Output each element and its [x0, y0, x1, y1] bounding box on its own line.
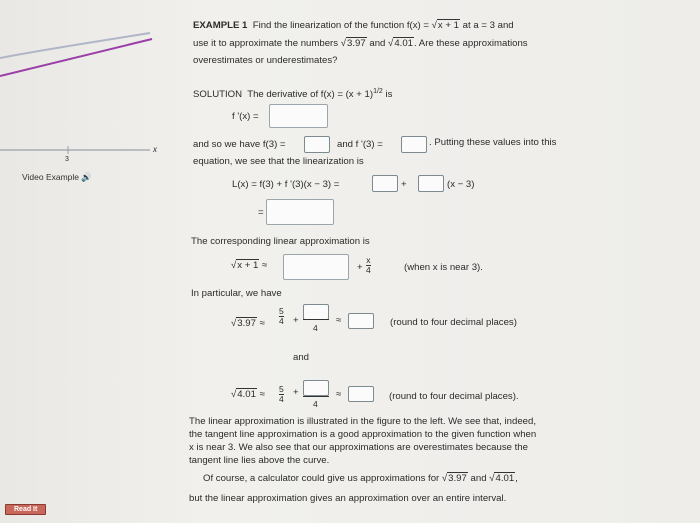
- numerator: 5: [279, 384, 284, 394]
- approx-sign: ≈: [259, 318, 265, 329]
- radicand: 3.97: [237, 318, 256, 329]
- conclusion-line-4: tangent line lies above the curve.: [189, 455, 330, 466]
- denominator: 4: [313, 323, 318, 333]
- example-line-3: overestimates or underestimates?: [193, 55, 338, 66]
- L-constant-input[interactable]: [372, 175, 398, 192]
- L-equation: L(x) = f(3) + f '(3)(x − 3) =: [232, 179, 340, 190]
- num-397: 3.97: [347, 38, 366, 49]
- corresponding-text: The corresponding linear approximation is: [191, 236, 370, 247]
- read-it-button[interactable]: Read It: [5, 504, 46, 515]
- denominator: 4: [279, 316, 284, 326]
- conclusion-line-1: The linear approximation is illustrated in the figure to the left. We see that, indeed,: [189, 416, 536, 427]
- fprime-label: f '(x) =: [232, 111, 259, 122]
- five-fourths: [279, 385, 284, 404]
- numerator-input-2[interactable]: [303, 380, 329, 396]
- radicand: 4.01: [237, 389, 256, 400]
- graph-axis-label: x: [153, 145, 157, 154]
- radicand: x + 1: [237, 260, 259, 271]
- radicand: x + 1: [437, 20, 459, 31]
- fraction-bar: [303, 396, 329, 397]
- solution-line: [193, 85, 392, 101]
- round-note: (round to four decimal places).: [389, 391, 519, 402]
- prompt-text: use it to approximate the numbers: [193, 38, 339, 49]
- L-slope-input[interactable]: [418, 175, 444, 192]
- five-fourths: [279, 307, 284, 326]
- and-word: and: [470, 473, 487, 484]
- when-note: (when x is near 3).: [404, 262, 483, 273]
- graph-tick-label: 3: [65, 156, 69, 163]
- conclusion-line-3: x is near 3. We also see that our approximations are overestimates because the: [189, 442, 528, 453]
- f3-input[interactable]: [304, 136, 330, 153]
- plus-sign: +: [293, 315, 299, 326]
- fp3-input[interactable]: [401, 136, 427, 153]
- plus-sign: +: [293, 387, 299, 398]
- sqrt-401: √4.01 ≈: [231, 389, 265, 400]
- video-example-link[interactable]: [22, 171, 92, 184]
- solution-label: SOLUTION: [193, 89, 243, 101]
- sqrt-397: √3.97 ≈: [231, 318, 265, 329]
- radicand: 4.01: [495, 473, 515, 484]
- numerator: 5: [279, 306, 284, 316]
- example-line-1: EXAMPLE 1 Find the linearization of the function f(x) = √x + 1 at a = 3 and: [193, 20, 514, 31]
- conclusion-line-6: but the linear approximation gives an approximation over an entire interval.: [189, 493, 507, 504]
- in-particular-text: In particular, we have: [191, 288, 282, 299]
- round-note: (round to four decimal places): [390, 317, 517, 328]
- equals-sign: =: [258, 207, 264, 218]
- tangent-line-graph: [0, 0, 170, 200]
- plus-sign: +: [401, 179, 407, 190]
- plus-sign: +: [357, 262, 363, 273]
- conclusion-line-5: Of course, a calculator could give us approximations for √3.97 and √4.01,: [203, 473, 518, 484]
- is-word: is: [385, 89, 393, 101]
- prompt-text: Find the linearization of the function f(x) =: [252, 20, 429, 31]
- derivative-text: The derivative of f(x) = (x + 1): [247, 89, 374, 101]
- approx-sign: ≈: [259, 389, 265, 400]
- equation-text: equation, we see that the linearization is: [193, 156, 364, 167]
- prompt-text: at a = 3 and: [462, 20, 514, 31]
- approx-sign: ≈: [336, 315, 342, 326]
- denominator: 4: [279, 394, 284, 404]
- numerator-input-1[interactable]: [303, 304, 329, 320]
- sqrt-x-plus-1: √x + 1 ≈: [231, 260, 268, 271]
- numerator: x: [366, 255, 371, 265]
- result-input-2[interactable]: [348, 386, 374, 402]
- exponent: 1/2: [373, 88, 383, 95]
- radicand: 3.97: [448, 473, 467, 484]
- conclusion-text: Of course, a calculator could give us approximations for: [203, 473, 440, 484]
- conclusion-line-2: the tangent line approximation is a good approximation to the given function when: [189, 429, 537, 440]
- speaker-icon: 🔊: [81, 172, 92, 182]
- approx-constant-input[interactable]: [283, 254, 349, 280]
- so-we-have-text: and so we have f(3) =: [193, 139, 286, 150]
- approx-sign: ≈: [262, 260, 268, 271]
- video-example-label: Video Example: [22, 172, 80, 182]
- putting-text: . Putting these values into this: [429, 137, 557, 148]
- prompt-text: . Are these approximations: [414, 38, 528, 49]
- fprime-input[interactable]: [269, 104, 328, 128]
- fraction-bar: [303, 319, 329, 320]
- denominator: 4: [366, 265, 371, 275]
- denominator: 4: [313, 399, 318, 409]
- example-line-2: use it to approximate the numbers √3.97 and √4.01. Are these approximations: [193, 38, 528, 49]
- result-input-1[interactable]: [348, 313, 374, 329]
- x-over-4: [366, 256, 371, 275]
- prompt-text: and: [369, 38, 386, 49]
- example-title: EXAMPLE 1: [193, 20, 248, 31]
- num-401: 4.01: [394, 38, 413, 49]
- x-minus-3: (x − 3): [447, 179, 475, 190]
- fp3-label: and f '(3) =: [337, 139, 383, 150]
- L-simplified-input[interactable]: [266, 199, 334, 225]
- approx-sign: ≈: [336, 389, 342, 400]
- and-word: and: [293, 352, 310, 363]
